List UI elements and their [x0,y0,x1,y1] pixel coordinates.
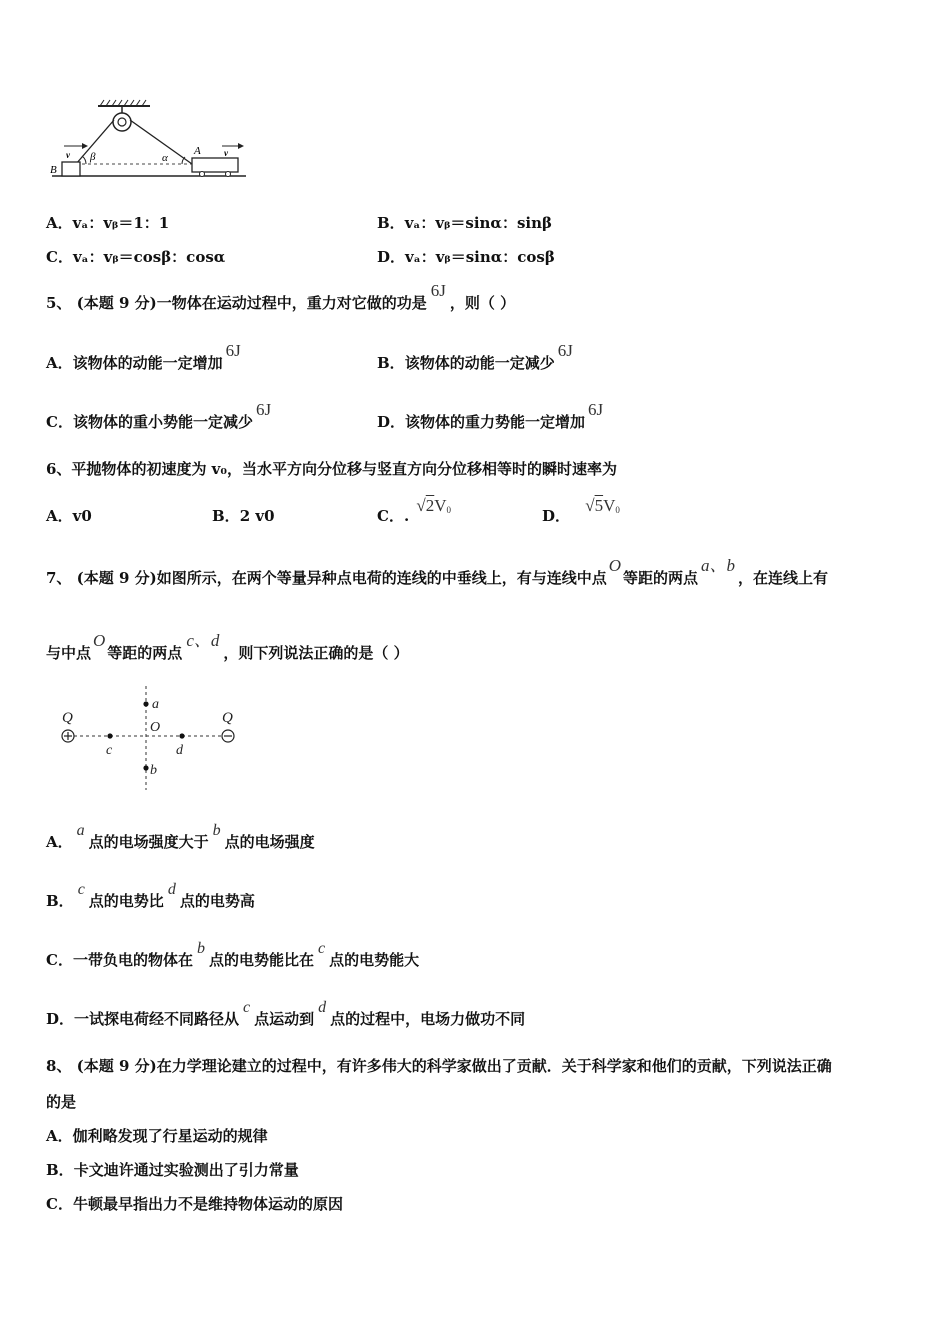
q5-option-d[interactable] [377,400,604,432]
option-text: v0 [72,507,92,525]
sqrt-expression: $√5V_0$ [585,496,620,515]
block-b [62,162,80,176]
q6-stem: 6、平抛物体的初速度为 v₀，当水平方向分位移与竖直方向分位移相等时的瞬时速率为 [46,460,617,478]
option-text: 点运动到 [254,1010,315,1028]
label-c: c [106,743,113,758]
label-alpha: α [162,152,168,164]
q6-option-b[interactable] [212,505,275,526]
option-text: vₐ：vᵦ＝sinα：cosβ [405,248,555,266]
option-value: 6J [255,400,272,419]
option-text: 点的电场强度大于 [88,833,209,851]
q7-line1-mid: 等距的两点 [623,569,699,587]
option-text: 该物体的重小势能一定减少 [72,413,253,431]
option-text: 卡文迪许通过实验测出了引力常量 [73,1161,299,1179]
q6-option-c[interactable] [377,496,452,526]
option-letter: B． [377,354,405,372]
option-text: 点的电势能大 [329,951,420,969]
option-text: vₐ：vᵦ＝cosβ：cosα [72,248,226,266]
option-value: 6J [588,400,604,419]
sqrt-expression: $√2V_0$ [416,496,452,515]
option-text: 一带负电的物体在 [72,951,193,969]
option-letter: B． [212,507,240,525]
rope-right [130,120,192,164]
alpha-arc [182,157,185,164]
q4-option-d[interactable] [377,246,555,267]
option-letter: A． [46,214,73,232]
label-beta: β [90,151,96,163]
option-text: vₐ：vᵦ＝1：1 [72,214,170,232]
option-letter: A． [46,1127,73,1145]
pulley-wheel [113,113,131,131]
q4-option-c[interactable] [46,246,225,267]
label-va: v [224,148,228,158]
velocity-subscript: 0 [446,505,452,515]
q7-stem-line2 [46,631,409,663]
label-q-right: Q [222,710,233,726]
point-symbol: c [77,881,85,898]
option-text: 该物体的动能一定增加 [72,354,223,372]
cart-wheel-right [226,172,231,177]
option-letter: C． [46,951,73,969]
q4-option-a[interactable] [46,212,169,233]
point-symbol: d [167,881,176,898]
option-letter: D． [377,413,406,431]
q5-option-c[interactable] [46,400,272,432]
option-letter: B． [46,1161,74,1179]
q7-option-c[interactable] [46,940,420,970]
label-d: d [176,743,183,758]
point-d [179,733,184,738]
option-value: 6J [225,341,241,360]
q5-option-b[interactable] [377,341,573,373]
q7-line1-suffix: ，在连线上有 [738,569,829,587]
point-symbol: b [212,822,221,839]
q7-option-a[interactable] [46,822,315,852]
option-letter: C． [377,507,404,525]
label-b: b [150,763,157,778]
label-vb: v [66,150,70,160]
option-text: 点的电场强度 [224,833,315,851]
q8-option-b[interactable] [46,1159,299,1180]
pulley-figure [46,98,252,184]
option-letter: C． [46,248,73,266]
sqrt-radicand: 5 [594,496,604,515]
q5-work-value: 6J [430,281,446,300]
point-o-symbol: O [608,556,622,575]
point-symbol: c [243,999,251,1016]
q4-option-b[interactable] [377,212,552,233]
option-text: 一试探电荷经不同路径从 [74,1010,240,1028]
point-o-symbol: O [93,631,106,650]
velocity-symbol: V [434,496,447,515]
option-text: 点的电势高 [179,892,255,910]
q7-line2-prefix: 与中点 [46,644,92,662]
option-text: 该物体的动能一定减少 [404,354,555,372]
option-text: 该物体的重力势能一定增加 [405,413,586,431]
point-a [143,701,148,706]
q7-option-b[interactable] [46,881,255,911]
label-a: A [194,145,201,157]
option-letter: A． [46,833,73,851]
q7-line1-prefix: 7、 (本题 9 分)如图所示，在两个等量异种点电荷的连线的中垂线上，有与连线中点 [46,569,607,587]
cart-wheel-left [200,172,205,177]
q7-line2-mid: 等距的两点 [107,644,183,662]
option-letter: C． [46,413,73,431]
point-symbol: a [76,822,85,839]
option-letter: A． [46,354,73,372]
point-symbol: c [317,940,326,957]
option-text: . [403,507,410,525]
q5-stem-prefix: 5、 (本题 9 分)一物体在运动过程中，重力对它做的功是 [46,294,427,312]
option-text: 伽利略发现了行星运动的规律 [72,1127,268,1145]
label-q-left: Q [62,710,73,726]
point-b [143,765,148,770]
sqrt-radicand: 2 [425,496,435,515]
q8-option-a[interactable] [46,1125,268,1146]
q6-option-a[interactable] [46,505,92,526]
point-symbol: d [318,999,327,1016]
label-o: O [150,720,161,735]
point-symbol: b [196,940,205,957]
option-text: 点的电势比 [88,892,164,910]
option-letter: D． [46,1010,75,1028]
q8-stem-line2: 的是 [46,1093,77,1111]
option-text: vₐ：vᵦ＝sinα：sinβ [404,214,552,232]
velocity-subscript: 0 [615,505,620,515]
vb-arrowhead [82,143,88,149]
velocity-symbol: V [603,496,616,515]
point-c [107,733,112,738]
cart-a [192,158,238,172]
option-letter: D． [542,507,571,525]
q7-option-d[interactable] [46,999,526,1029]
q5-stem [46,281,516,313]
q7-stem-line1 [46,556,829,588]
option-letter: D． [377,248,406,266]
q5-stem-suffix: ，则（ ） [449,294,516,312]
q7-line2-suffix: ，则下列说法正确的是（ ） [223,644,409,662]
option-value: 6J [557,341,573,360]
q8-option-c[interactable] [46,1193,343,1214]
option-text: 点的电势能比在 [208,951,314,969]
option-letter: B． [377,214,405,232]
q8-stem-line1: 8、 (本题 9 分)在力学理论建立的过程中，有许多伟大的科学家做出了贡献．关于科学家和他们的贡献，下列说法正确 [46,1057,832,1075]
option-letter: B． [46,892,74,910]
option-text: 点的过程中，电场力做功不同 [330,1010,526,1028]
points-cd-symbol: c、d [186,631,220,650]
q5-option-a[interactable] [46,341,241,373]
q6-option-d[interactable] [542,496,620,526]
option-text: 牛顿最早指出力不是维持物体运动的原因 [72,1195,343,1213]
label-a: a [152,697,159,712]
charge-figure [54,684,250,794]
points-ab-symbol: a、b [701,556,736,575]
option-text: 2 v0 [239,507,275,525]
label-b: B [50,164,57,176]
option-letter: A． [46,507,73,525]
va-arrowhead [238,143,244,149]
option-letter: C． [46,1195,73,1213]
